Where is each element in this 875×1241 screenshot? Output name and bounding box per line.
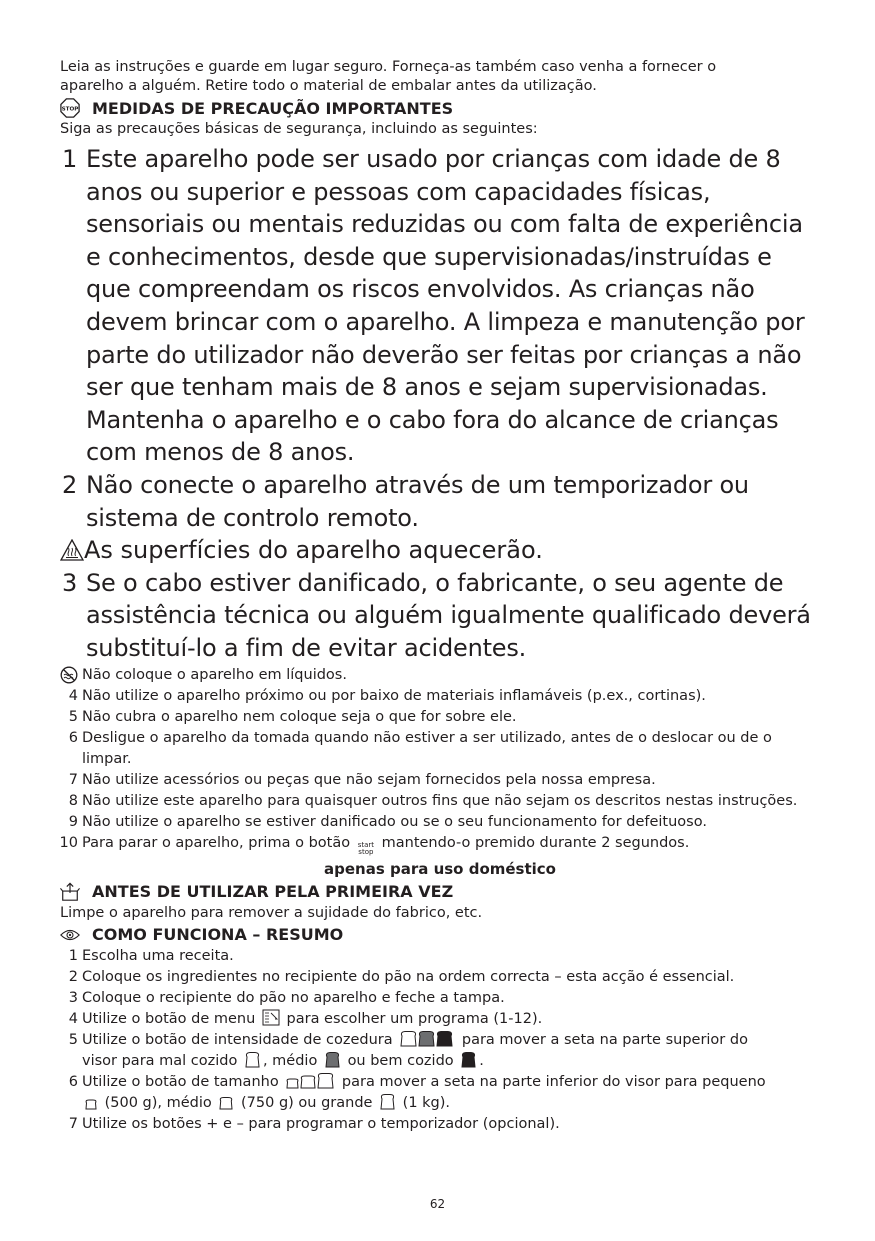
no-liquid-warning	[60, 665, 820, 686]
item-number: 7	[68, 771, 78, 788]
step-text-after: para mover a seta na parte inferior do visor para pequeno	[341, 1073, 766, 1090]
item-number: 3	[62, 568, 78, 597]
menu-button-icon	[262, 1009, 280, 1026]
item-text: Este aparelho pode ser usado por crianças com idade de 8 anos ou superior e pessoas com capacidades físicas, sensoriais ou mentais reduzidas ou com falta de experiência e conhecimentos, desde que supervisionadas/instruídas e que compreendam os riscos envolvidos. As crianças não devem brincar com o aparelho. A limpeza e manutenção por parte do utilizador não deverão ser feitas por crianças a não ser que tenham mais de 8 anos e sejam supervisionadas. Mantenha o aparelho e o cabo fora do alcance de crianças com menos de 8 anos.	[86, 145, 805, 467]
step-number: 5	[68, 1031, 78, 1048]
safety-title: MEDIDAS DE PRECAUÇÃO IMPORTANTES	[92, 98, 454, 118]
step-text-light: visor para mal cozido	[82, 1052, 238, 1069]
intro-text	[60, 58, 820, 96]
safety-item-3	[60, 567, 820, 665]
step-text: Utilize o botão de tamanho	[82, 1073, 279, 1090]
item-text: Não utilize o aparelho se estiver danificado ou se o seu funcionamento for defeituoso.	[82, 813, 707, 830]
step-text: Utilize o botão de menu	[82, 1010, 256, 1027]
stop-icon	[60, 98, 80, 118]
step-text-small: (500 g), médio	[104, 1094, 212, 1111]
hot-surface-warning	[60, 534, 820, 567]
start-stop-button-symbol	[358, 842, 374, 856]
item-number: 8	[68, 792, 78, 809]
safety-item-6	[60, 728, 820, 770]
item-text: Se o cabo estiver danificado, o fabricante, o seu agente de assistência técnica ou alguém igualmente qualificado deverá substituí-lo a fim de evitar acidentes.	[86, 568, 811, 662]
item-text: Para parar o aparelho, prima o botão	[82, 834, 351, 851]
first-use-title: ANTES DE UTILIZAR PELA PRIMEIRA VEZ	[92, 882, 454, 901]
safety-heading	[60, 97, 820, 119]
step-number: 6	[68, 1073, 78, 1090]
domestic-use-note: apenas para uso doméstico	[323, 859, 556, 878]
step-text-end: .	[479, 1052, 484, 1069]
crust-button-icon	[399, 1030, 455, 1047]
no-immerse-icon	[60, 666, 82, 684]
item-text-after: mantendo-o premido durante 2 segundos.	[381, 834, 690, 851]
step-text: Coloque o recipiente do pão no aparelho e feche a tampa.	[82, 989, 505, 1006]
stop-icon-text: STOP	[61, 106, 79, 113]
dark-crust-icon	[460, 1051, 477, 1068]
summary-step-3	[60, 988, 820, 1009]
safety-item-8	[60, 791, 820, 812]
item-text: Não utilize acessórios ou peças que não sejam fornecidos pela nossa empresa.	[82, 771, 656, 788]
page-number: 62	[429, 1197, 446, 1211]
light-crust-icon	[244, 1051, 261, 1068]
item-number: 5	[68, 708, 78, 725]
item-number: 6	[68, 729, 78, 746]
step-text: Utilize o botão de intensidade de cozedura	[82, 1031, 393, 1048]
item-number: 2	[62, 470, 78, 499]
safety-item-5	[60, 707, 820, 728]
stop-label: stop	[358, 847, 374, 856]
item-text: Não cubra o aparelho nem coloque seja o que for sobre ele.	[82, 708, 517, 725]
item-number: 9	[68, 813, 78, 830]
summary-step-6	[60, 1072, 820, 1114]
step-text-large: (1 kg).	[402, 1094, 451, 1111]
step-text-medium: , médio	[262, 1052, 318, 1069]
step-text: Utilize os botões + e – para programar o temporizador (opcional).	[82, 1115, 560, 1132]
step-text-medium-size: (750 g) ou grande	[241, 1094, 373, 1111]
item-number: 1	[62, 145, 78, 173]
item-text: Não conecte o aparelho através de um temporizador ou sistema de controlo remoto.	[86, 470, 749, 532]
small-items	[60, 665, 820, 856]
summary-heading	[60, 924, 820, 946]
summary-step-5	[60, 1030, 820, 1072]
first-use-text: Limpe o aparelho para remover a sujidade do fabrico, etc.	[60, 904, 483, 921]
eye-icon	[60, 925, 80, 945]
safety-item-4	[60, 686, 820, 707]
medium-loaf-icon	[218, 1094, 234, 1110]
step-number: 3	[68, 989, 78, 1006]
safety-subtitle: Siga as precauções básicas de segurança, incluindo as seguintes:	[60, 121, 538, 137]
safety-item-2	[60, 469, 820, 534]
hot-warning-text: As superfícies do aparelho aquecerão.	[84, 536, 543, 565]
unpack-box-icon	[60, 882, 80, 902]
item-text: Desligue o aparelho da tomada quando não estiver a ser utilizado, antes de o deslocar ou de o limpar.	[82, 729, 772, 767]
liquid-warning-text: Não coloque o aparelho em líquidos.	[82, 666, 347, 683]
step-text: Coloque os ingredientes no recipiente do pão na ordem correcta – esta acção é essencial.	[82, 968, 735, 985]
item-number: 10	[59, 834, 78, 851]
safety-item-9	[60, 812, 820, 833]
item-text: Não utilize este aparelho para quaisquer outros fins que não sejam os descritos nestas instruções.	[82, 792, 798, 809]
safety-item-10	[60, 833, 820, 856]
summary-step-1	[60, 946, 820, 967]
summary-step-7	[60, 1114, 820, 1135]
step-text-after: para mover a seta na parte superior do	[461, 1031, 748, 1048]
summary-title: COMO FUNCIONA – RESUMO	[92, 925, 344, 944]
page-content	[60, 58, 820, 1135]
summary-steps	[60, 946, 820, 1135]
step-text: Escolha uma receita.	[82, 947, 234, 964]
step-number: 4	[68, 1010, 78, 1027]
big-items	[60, 143, 820, 665]
safety-item-7	[60, 770, 820, 791]
summary-step-2	[60, 967, 820, 988]
intro-line-2: aparelho a alguém. Retire todo o material de embalar antes da utilização.	[60, 78, 597, 94]
step-text-dark: ou bem cozido	[347, 1052, 454, 1069]
step-text-after: para escolher um programa (1-12).	[286, 1010, 543, 1027]
medium-crust-icon	[324, 1051, 341, 1068]
step-number: 1	[68, 947, 78, 964]
first-use-heading	[60, 881, 820, 903]
size-button-icon	[285, 1072, 335, 1089]
item-number: 4	[68, 687, 78, 704]
start-label: start	[357, 840, 375, 849]
intro-line-1: Leia as instruções e guarde em lugar seguro. Forneça-as também caso venha a fornecer o	[60, 59, 717, 75]
hot-surface-icon	[60, 534, 84, 567]
step-number: 2	[68, 968, 78, 985]
small-loaf-icon	[84, 1096, 98, 1110]
safety-item-1	[60, 143, 820, 469]
item-text: Não utilize o aparelho próximo ou por baixo de materiais inflamáveis (p.ex., cortinas).	[82, 687, 706, 704]
large-loaf-icon	[379, 1093, 396, 1110]
step-number: 7	[68, 1115, 78, 1132]
summary-step-4	[60, 1009, 820, 1030]
